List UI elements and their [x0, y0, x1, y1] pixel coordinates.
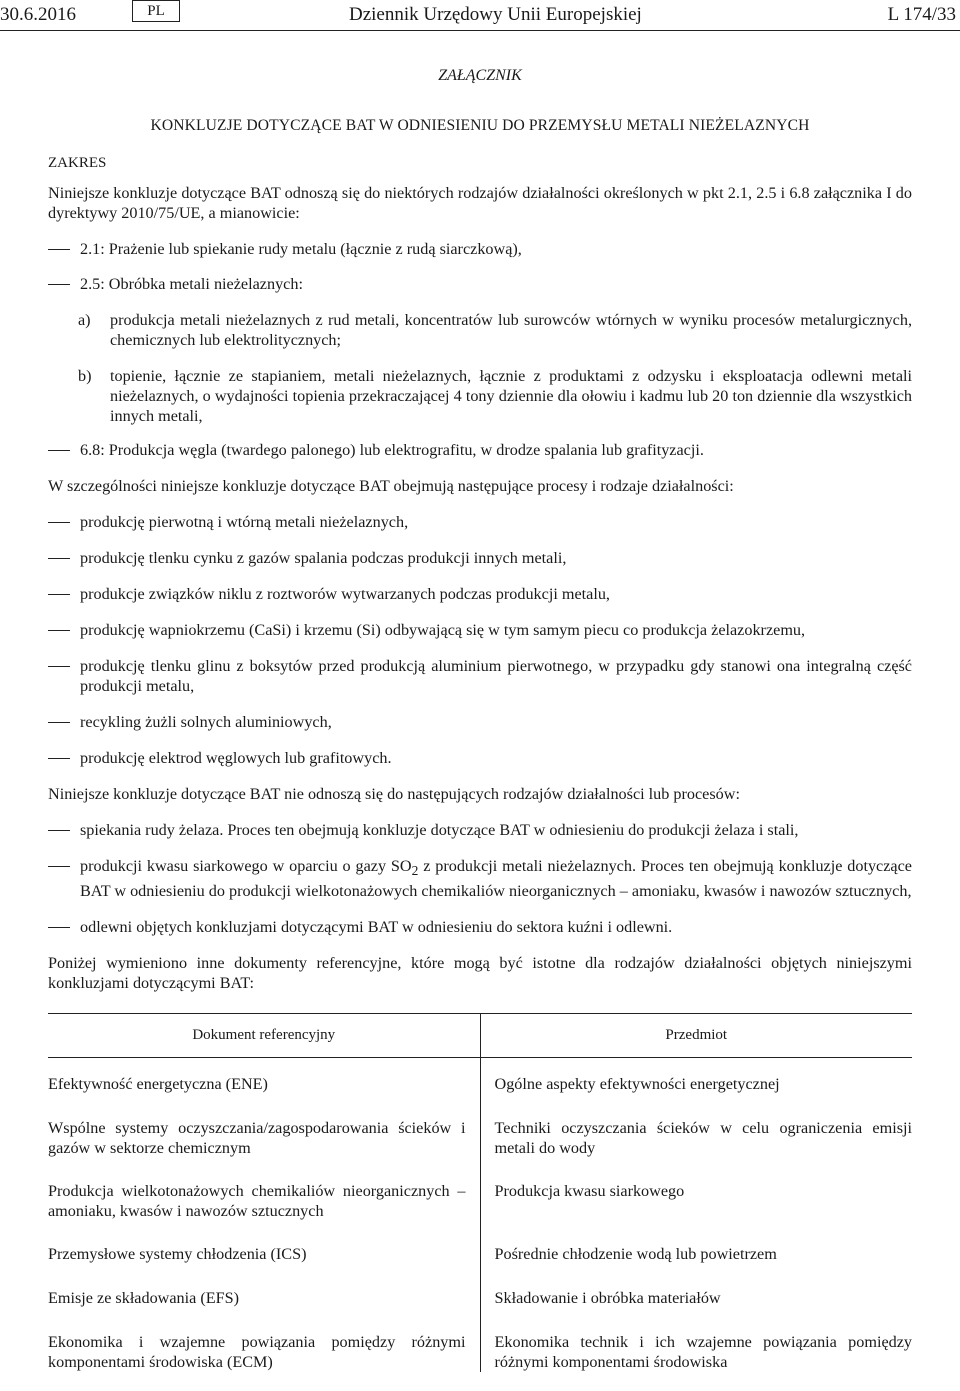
refdocs-intro: Poniżej wymieniono inne dokumenty referencyjne, które mogą być istotne dla rodzajów działalności objętych niniejszymi konkluzjami dotyczącymi BAT:: [48, 954, 912, 993]
table-row: [48, 1332, 912, 1372]
table-cell: Ekonomika i wzajemne powiązania pomiędzy różnymi komponentami środowiska (ECM): [48, 1332, 480, 1372]
document-title: KONKLUZJE DOTYCZĄCE BAT W ODNIESIENIU DO PRZEMYSŁU METALI NIEŻELAZNYCH: [150, 117, 810, 134]
list-item-text: produkcji kwasu siarkowego w oparciu o gazy SO: [80, 857, 412, 875]
table-row: [48, 1288, 912, 1332]
document-body: [48, 62, 912, 1372]
table-row: [48, 1244, 912, 1288]
covers-list: [48, 512, 912, 768]
subpoint-label: b): [78, 367, 92, 385]
language-badge: PL: [132, 0, 180, 22]
table-cell: Produkcja kwasu siarkowego: [494, 1182, 685, 1201]
reference-documents-table: [48, 1013, 912, 1372]
list-item: odlewni objętych konkluzjami dotyczącymi BAT w odniesieniu do sektora kuźni i odlewni.: [48, 917, 912, 937]
table-cell: Produkcja wielkotonażowych chemikaliów nieorganicznych – amoniaku, kwasów i nawozów sztucznych: [48, 1181, 480, 1244]
subscript: 2: [411, 863, 419, 879]
list-item: produkcję wapniokrzemu (CaSi) i krzemu (Si) odbywającą się w tym samym piecu co produkcja żelazokrzemu,: [48, 620, 912, 640]
list-item-text: z produkcji metali nieżelaznych. Proces ten obejmują konkluzje dotyczące BAT w odniesieniu do produkcji wielkotonażowych chemikaliów nieorganicznych – amoniaku, kwasów i nawozów sztucznych,: [80, 857, 912, 901]
list-item: produkcję pierwotną i wtórną metali nieżelaznych,: [48, 512, 912, 532]
list-item: produkcję elektrod węglowych lub grafitowych.: [48, 748, 912, 768]
table-cell: Wspólne systemy oczyszczania/zagospodarowania ścieków i gazów w sektorze chemicznym: [48, 1118, 480, 1181]
subpoint-label: a): [78, 311, 91, 329]
table-cell: Składowanie i obróbka materiałów: [494, 1289, 721, 1308]
journal-title: Dziennik Urzędowy Unii Europejskiej: [349, 4, 642, 25]
activity-item: 2.5: Obróbka metali nieżelaznych:: [48, 274, 912, 294]
header-rule: [0, 30, 960, 31]
excludes-list: [48, 820, 912, 937]
subpoint-text: topienie, łącznie ze stapianiem, metali nieżelaznych, łącznie z produktami z odzysku i eksploatacja odlewni metali nieżelaznych, o wydajności topienia przekraczającej 4 tony dziennie dla ołowiu i kadmu lub 20 ton dziennie dla wszystkich innych metali,: [110, 367, 912, 425]
table-cell: Emisje ze składowania (EFS): [48, 1288, 480, 1332]
subpoint-list: [48, 310, 912, 426]
list-item: produkcję tlenku cynku z gazów spalania podczas produkcji innych metali,: [48, 548, 912, 568]
table-cell: Ekonomika technik i ich wzajemne powiązania pomiędzy różnymi komponentami środowiska: [494, 1333, 912, 1372]
list-item: spiekania rudy żelaza. Proces ten obejmują konkluzje dotyczące BAT w odniesieniu do produkcji żelaza i stali,: [48, 820, 912, 840]
table-row: [48, 1058, 912, 1119]
list-item: [48, 856, 912, 901]
activity-item: 6.8: Produkcja węgla (twardego palonego) lub elektrografitu, w drodze spalania lub grafityzacji.: [48, 440, 912, 460]
activity-item: 2.1: Prażenie lub spiekanie rudy metalu (łącznie z rudą siarczkową),: [48, 239, 912, 259]
covers-intro: W szczególności niniejsze konkluzje dotyczące BAT obejmują następujące procesy i rodzaje działalności:: [48, 477, 734, 495]
journal-header: [0, 0, 960, 34]
table-header-row: [48, 1014, 912, 1058]
subpoint-item: [78, 310, 912, 350]
column-header: Przedmiot: [480, 1014, 912, 1058]
list-item: recykling żużli solnych aluminiowych,: [48, 712, 912, 732]
scope-heading: ZAKRES: [48, 155, 107, 171]
scope-intro: Niniejsze konkluzje dotyczące BAT odnoszą się do niektórych rodzajów działalności określonych w pkt 2.1, 2.5 i 6.8 załącznika I do dyrektywy 2010/75/UE, a mianowicie:: [48, 184, 912, 222]
publication-date: 30.6.2016: [0, 4, 76, 25]
list-item: produkcje związków niklu z roztworów wytwarzanych podczas produkcji metalu,: [48, 584, 912, 604]
table-cell: Pośrednie chłodzenie wodą lub powietrzem: [494, 1245, 777, 1264]
annex-label: ZAŁĄCZNIK: [438, 67, 522, 84]
table-row: [48, 1118, 912, 1181]
page-reference: L 174/33: [887, 4, 956, 25]
table-row: [48, 1181, 912, 1244]
table-cell: Przemysłowe systemy chłodzenia (ICS): [48, 1244, 480, 1288]
subpoint-item: [78, 366, 912, 426]
column-header: Dokument referencyjny: [48, 1014, 480, 1058]
table-cell: Techniki oczyszczania ścieków w celu ograniczenia emisji metali do wody: [494, 1119, 912, 1158]
subpoint-text: produkcja metali nieżelaznych z rud metali, koncentratów lub surowców wtórnych w wyniku procesów metalurgicznych, chemicznych lub elektrolitycznych;: [110, 311, 912, 349]
table-cell: Ogólne aspekty efektywności energetycznej: [494, 1075, 780, 1094]
table-cell: Efektywność energetyczna (ENE): [48, 1058, 480, 1119]
list-item: produkcję tlenku glinu z boksytów przed produkcją aluminium pierwotnego, w przypadku gdy stanowi ona integralną część produkcji metalu,: [48, 656, 912, 696]
excludes-intro: Niniejsze konkluzje dotyczące BAT nie odnoszą się do następujących rodzajów działalności lub procesów:: [48, 785, 740, 803]
